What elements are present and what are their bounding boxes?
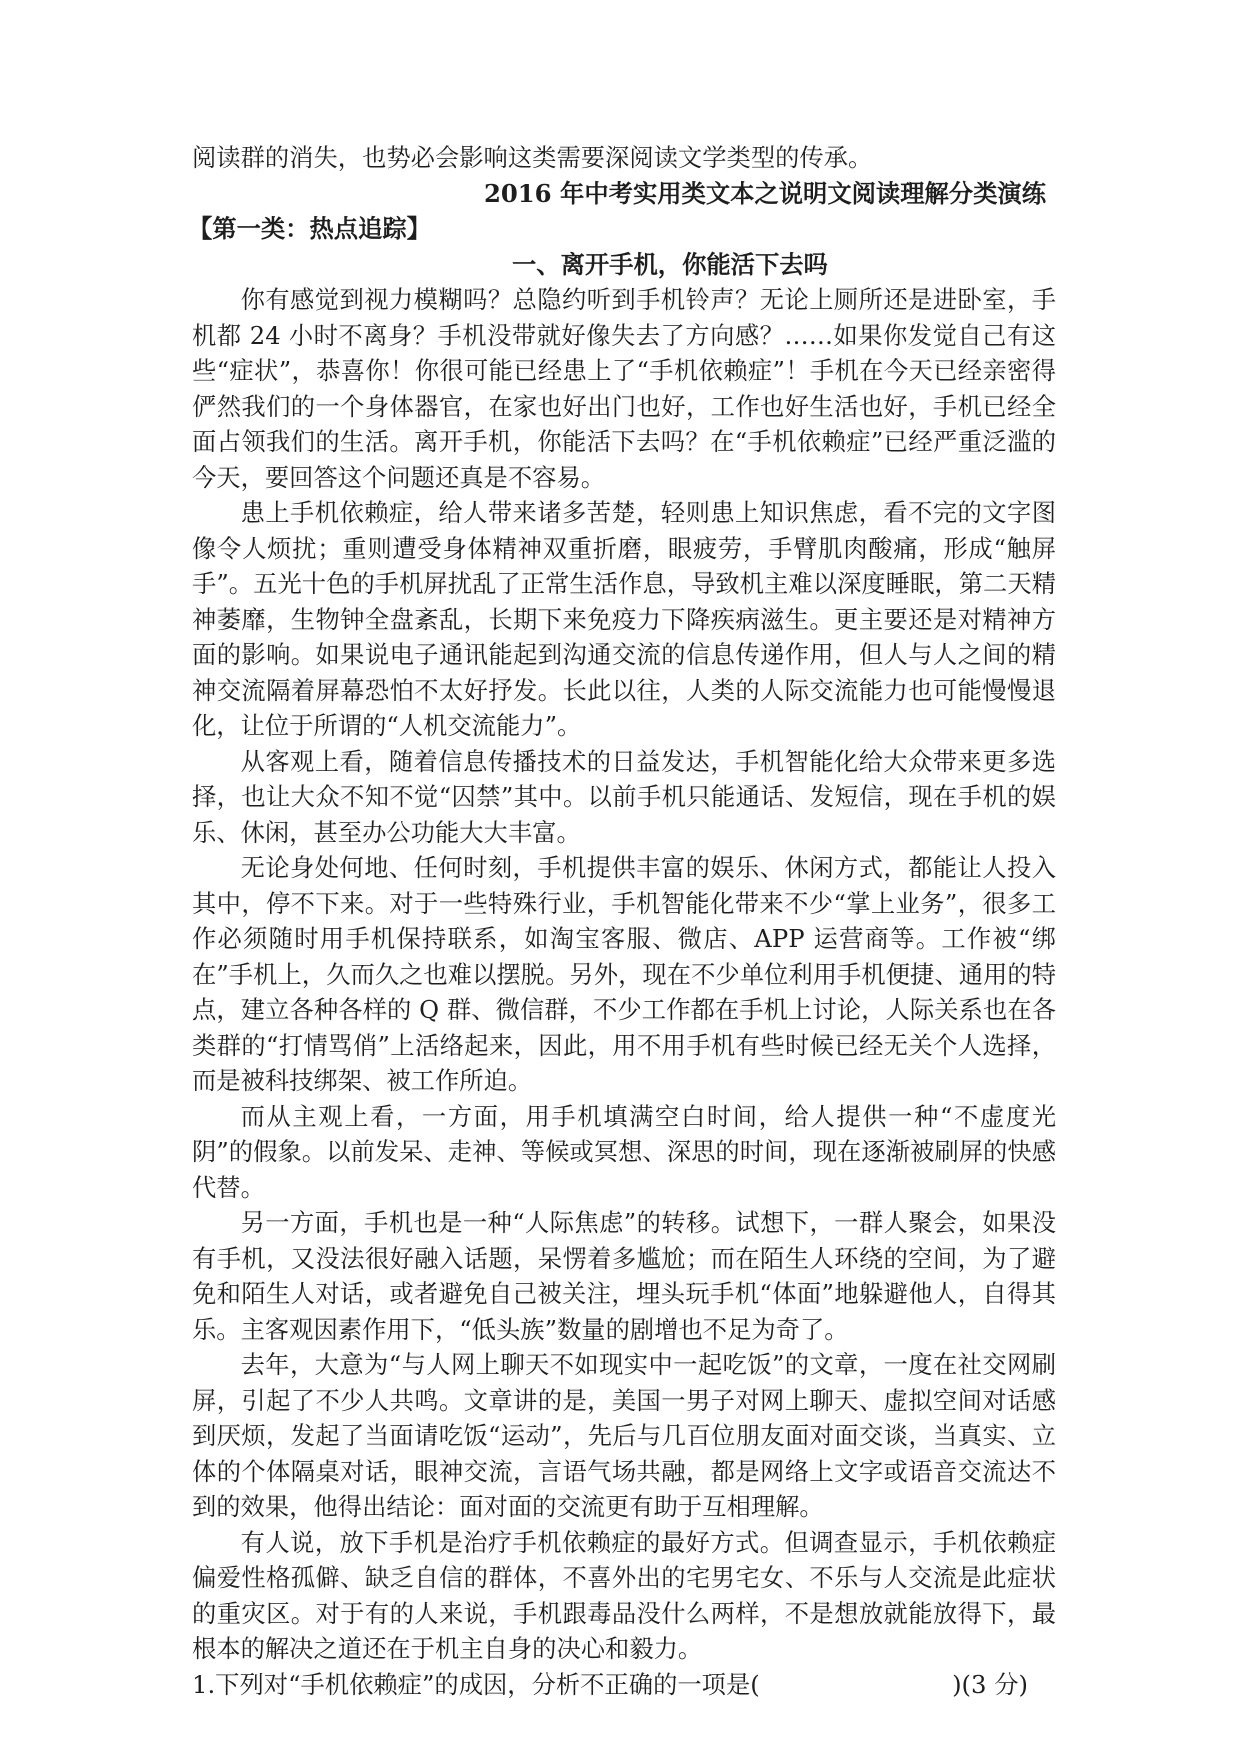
continuation-line: 阅读群的消失，也势必会影响这类需要深阅读文学类型的传承。 xyxy=(192,143,873,172)
paragraph-6: 另一方面，手机也是一种“人际焦虑”的转移。试想下，一群人聚会，如果没有手机，又没法很好融入话题，呆愣着多尴尬；而在陌生人环绕的空间，为了避免和陌生人对话，或者避免自己被关注，埋头玩手机“体面”地躲避他人，自得其乐。主客观因素作用下，“低头族”数量的剧增也不足为奇了。 xyxy=(192,1208,1056,1344)
document-title: 2016 年中考实用类文本之说明文阅读理解分类演练 xyxy=(483,178,1046,208)
question-1 xyxy=(192,1667,1056,1703)
question-stem: 1.下列对“手机依赖症”的成因，分析不正确的一项是( xyxy=(192,1669,760,1699)
paragraph-5: 而从主观上看，一方面，用手机填满空白时间，给人提供一种“不虚度光阴”的假象。以前发呆、走神、等候或冥想、深思的时间，现在逐渐被刷屏的快感代替。 xyxy=(192,1101,1056,1202)
article-title: 一、离开手机，你能活下去吗 xyxy=(512,249,828,279)
paragraph-1: 你有感觉到视力模糊吗？总隐约听到手机铃声？无论上厕所还是进卧室，手机都 24 小时不离身？手机没带就好像失去了方向感？……如果你发觉自己有这些“症状”，恭喜你！你很可能已经患上了“手机依赖症”！手机在今天已经亲密得俨然我们的一个身体器官，在家也好出门也好，工作也好生活也好，手机已经全面占领我们的生活。离开手机，你能活下去吗？在“手机依赖症”已经严重泛滥的今天，要回答这个问题还真是不容易。 xyxy=(192,285,1056,492)
document-page xyxy=(188,140,1056,1702)
section-label: 【第一类：热点追踪】 xyxy=(188,214,431,243)
question-score: )(3 分) xyxy=(952,1669,1028,1699)
paragraph-4: 无论身处何地、任何时刻，手机提供丰富的娱乐、休闲方式，都能让人投入其中，停不下来。对于一些特殊行业，手机智能化带来不少“掌上业务”，很多工作必须随时用手机保持联系，如淘宝客服、微店、APP 运营商等。工作被“绑在”手机上，久而久之也难以摆脱。另外，现在不少单位利用手机便捷、通用的特点，建立各种各样的 Q 群、微信群，不少工作都在手机上讨论，人际关系也在各类群的“打情骂俏”上活络起来，因此，用不用手机有些时候已经无关个人选择，而是被科技绑架、被工作所迫。 xyxy=(192,853,1056,1095)
paragraph-7: 去年，大意为“与人网上聊天不如现实中一起吃饭”的文章，一度在社交网刷屏，引起了不少人共鸣。文章讲的是，美国一男子对网上聊天、虚拟空间对话感到厌烦，发起了当面请吃饭“运动”，先后与几百位朋友面对面交谈，当真实、立体的个体隔桌对话，眼神交流，言语气场共融，都是网络上文字或语音交流达不到的效果，他得出结论：面对面的交流更有助于互相理解。 xyxy=(192,1350,1056,1521)
paragraph-2: 患上手机依赖症，给人带来诸多苦楚，轻则患上知识焦虑，看不完的文字图像令人烦扰；重则遭受身体精神双重折磨，眼疲劳，手臂肌肉酸痛，形成“触屏手”。五光十色的手机屏扰乱了正常生活作息，导致机主难以深度睡眠，第二天精神萎靡，生物钟全盘紊乱，长期下来免疫力下降疾病滋生。更主要还是对精神方面的影响。如果说电子通讯能起到沟通交流的信息传递作用，但人与人之间的精神交流隔着屏幕恐怕不太好抒发。长此以往，人类的人际交流能力也可能慢慢退化，让位于所谓的“人机交流能力”。 xyxy=(192,498,1056,740)
paragraph-8: 有人说，放下手机是治疗手机依赖症的最好方式。但调查显示，手机依赖症偏爱性格孤僻、缺乏自信的群体，不喜外出的宅男宅女、不乐与人交流是此症状的重灾区。对于有的人来说，手机跟毒品没什么两样，不是想放就能放得下，最根本的解决之道还在于机主自身的决心和毅力。 xyxy=(192,1527,1056,1663)
paragraph-3: 从客观上看，随着信息传播技术的日益发达，手机智能化给大众带来更多选择，也让大众不知不觉“囚禁”其中。以前手机只能通话、发短信，现在手机的娱乐、休闲，甚至办公功能大大丰富。 xyxy=(192,746,1056,847)
